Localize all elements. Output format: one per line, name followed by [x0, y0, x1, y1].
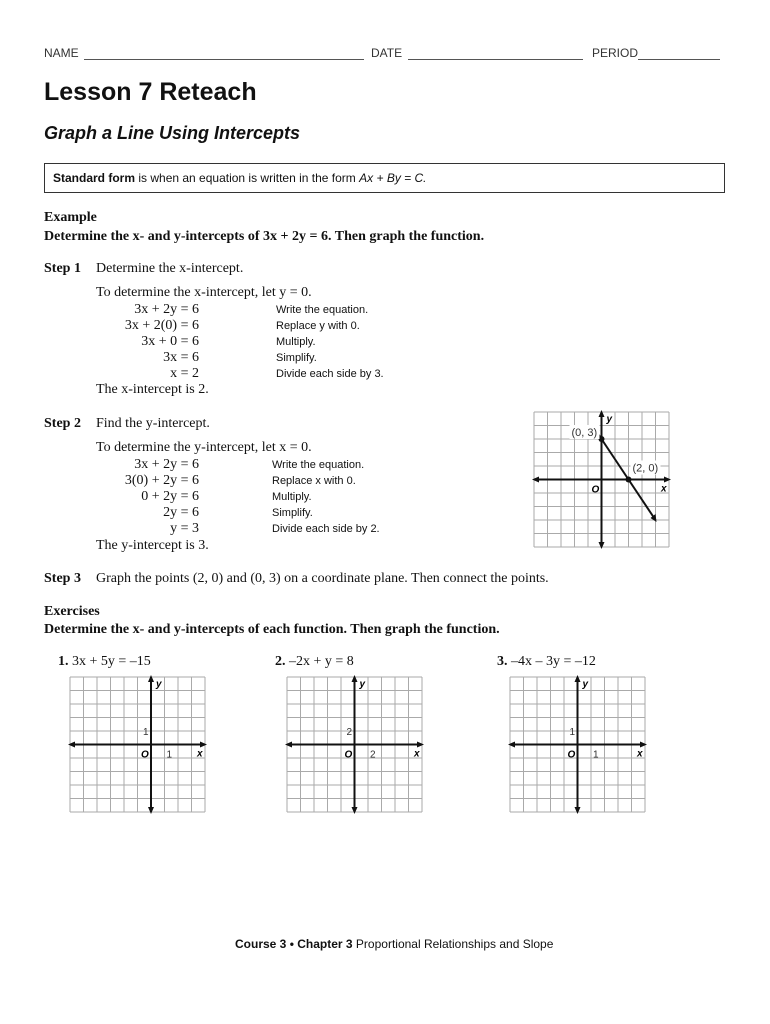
equation-step: 3x = 6	[163, 350, 199, 365]
date-field[interactable]	[408, 59, 583, 60]
step-reason: Write the equation.	[272, 459, 365, 471]
step-reason: Replace y with 0.	[276, 320, 360, 332]
date-label: DATE	[371, 46, 403, 60]
y-axis-arrow-down	[575, 807, 581, 814]
step-reason: Multiply.	[276, 336, 316, 348]
x-axis-arrow-right	[640, 742, 647, 748]
y-axis-label: y	[359, 679, 366, 690]
y-axis-label: y	[582, 679, 589, 690]
step2-result: The y-intercept is 3.	[96, 538, 209, 553]
step3-text: Graph the points (2, 0) and (0, 3) on a coordinate plane. Then connect the points.	[96, 571, 549, 586]
x-tick-label: 1	[166, 749, 173, 761]
example-heading: Example	[44, 210, 97, 225]
step-reason: Replace x with 0.	[272, 475, 356, 487]
y-axis-label: y	[156, 679, 162, 690]
step-reason: Divide each side by 2.	[272, 523, 380, 535]
exercise-number: 3.	[497, 654, 508, 669]
x-axis-label: x	[637, 748, 643, 760]
exercise-equation: –2x + y = 8	[289, 654, 354, 669]
x-axis-arrow-left	[532, 477, 539, 483]
step1-label: Step 1	[44, 261, 81, 276]
example-prompt: Determine the x- and y-intercepts of 3x + 2y = 6. Then graph the function.	[44, 229, 485, 244]
example-graph	[530, 408, 672, 554]
period-label: PERIOD	[592, 46, 639, 60]
exercise-number: 2.	[275, 654, 286, 669]
x-axis-arrow-left	[508, 742, 515, 748]
page-subtitle: Graph a Line Using Intercepts	[44, 123, 301, 143]
equation-step: x = 2	[170, 366, 199, 381]
exercise-graph-1[interactable]	[66, 673, 210, 817]
exercise-graph-2[interactable]	[283, 673, 427, 817]
step2-intro: To determine the y-intercept, let x = 0.	[96, 440, 312, 455]
footer-sep: •	[286, 937, 298, 951]
x-axis-arrow-right	[200, 742, 207, 748]
exercises-prompt: Determine the x- and y-intercepts of each function. Then graph the function.	[44, 622, 500, 637]
y-axis-arrow-up	[352, 675, 358, 682]
step2-label: Step 2	[44, 416, 81, 431]
origin-label: O	[344, 749, 353, 761]
x-axis-arrow-right	[417, 742, 424, 748]
equation-step: y = 3	[170, 521, 199, 536]
equation-step: 3x + 0 = 6	[141, 334, 199, 349]
x-tick-label: 2	[370, 749, 376, 761]
y-axis-arrow-up	[575, 675, 581, 682]
origin-label: O	[591, 484, 600, 496]
step-reason: Multiply.	[272, 491, 312, 503]
x-axis-label: x	[414, 748, 420, 760]
page-title: Lesson 7 Reteach	[44, 78, 257, 106]
y-axis-arrow-down	[148, 807, 154, 814]
exercise-equation: 3x + 5y = –15	[72, 654, 151, 669]
y-tick-label: 2	[346, 727, 353, 738]
y-axis-arrow-up	[148, 675, 154, 682]
x-axis-label: x	[197, 748, 203, 760]
exercise-equation: –4x – 3y = –12	[511, 654, 596, 669]
step1-title: Determine the x-intercept.	[96, 261, 244, 276]
y-axis-label: y	[606, 414, 613, 425]
name-label: NAME	[44, 46, 79, 60]
origin-label: O	[141, 749, 149, 761]
y-axis-arrow-down	[352, 807, 358, 814]
y-axis-arrow-up	[599, 410, 605, 417]
step-reason: Simplify.	[276, 352, 317, 364]
y-tick-label: 1	[569, 727, 576, 738]
point-label: (0, 3)	[571, 427, 598, 439]
x-axis-arrow-right	[664, 477, 671, 483]
point-label: (2, 0)	[632, 462, 659, 475]
equation-step: 3x + 2y = 6	[134, 457, 199, 472]
step1-intro: To determine the x-intercept, let y = 0.	[96, 285, 312, 300]
step-reason: Write the equation.	[276, 304, 369, 316]
exercise-3	[497, 654, 596, 670]
exercise-2	[275, 654, 354, 670]
x-tick-label: 1	[593, 749, 599, 761]
definition-box	[44, 163, 725, 193]
footer-chapter: Chapter 3	[297, 937, 353, 951]
name-field[interactable]	[84, 59, 364, 60]
equation-step: 3x + 2(0) = 6	[124, 318, 199, 333]
step-reason: Simplify.	[272, 507, 313, 519]
equation-step: 2y = 6	[163, 505, 199, 520]
exercise-graph-3[interactable]	[506, 673, 650, 817]
equation-step: 3x + 2y = 6	[134, 302, 199, 317]
footer-course: Course 3	[235, 937, 287, 951]
exercise-number: 1.	[58, 654, 69, 669]
x-axis-arrow-left	[68, 742, 75, 748]
step2-title: Find the y-intercept.	[96, 416, 210, 431]
definition-term: Standard form	[53, 171, 136, 185]
step-reason: Divide each side by 3.	[276, 368, 384, 380]
period-field[interactable]	[638, 59, 720, 60]
footer-text: Proportional Relationships and Slope	[352, 937, 554, 951]
point-marker	[626, 477, 632, 483]
origin-label: O	[567, 749, 576, 761]
definition-text	[53, 171, 427, 185]
definition-formula: Ax + By = C.	[359, 171, 427, 185]
exercise-1	[58, 654, 151, 670]
step1-result: The x-intercept is 2.	[96, 382, 209, 397]
y-tick-label: 1	[143, 727, 149, 738]
x-axis-arrow-left	[285, 742, 292, 748]
footer	[235, 937, 553, 951]
x-axis-label: x	[661, 483, 667, 495]
equation-step: 0 + 2y = 6	[141, 489, 199, 504]
definition-body: is when an equation is written in the form	[135, 171, 360, 185]
y-axis-arrow-down	[599, 542, 605, 549]
exercises-heading: Exercises	[44, 604, 100, 619]
equation-step: 3(0) + 2y = 6	[124, 473, 199, 488]
step3-label: Step 3	[44, 571, 81, 586]
